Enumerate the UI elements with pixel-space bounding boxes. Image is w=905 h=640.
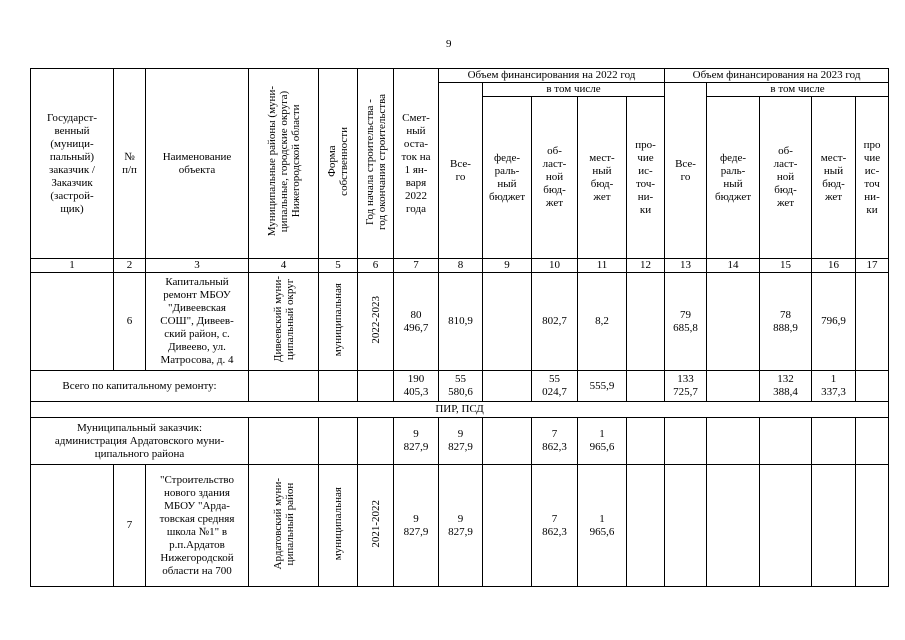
empty-cell (358, 371, 394, 402)
municipal-customer-local-2022: 1 965,6 (578, 418, 627, 465)
empty-cell (760, 418, 812, 465)
col-number: 5 (319, 259, 358, 273)
col-number: 15 (760, 259, 812, 273)
col-number: 8 (439, 259, 483, 273)
row7-customer (31, 465, 114, 587)
col-number: 3 (146, 259, 249, 273)
empty-cell (358, 418, 394, 465)
total-repair-regional-2023: 132 388,4 (760, 371, 812, 402)
col-number: 12 (627, 259, 665, 273)
financing-table (30, 68, 889, 587)
row6-estimate: 80 496,7 (394, 273, 439, 371)
total-repair-estimate: 190 405,3 (394, 371, 439, 402)
col-number: 10 (532, 259, 578, 273)
empty-cell (856, 418, 889, 465)
row6-num: 6 (114, 273, 146, 371)
row7-years (358, 465, 394, 587)
total-repair-total-2022: 55 580,6 (439, 371, 483, 402)
row6-ownership-text: муниципальная (332, 282, 344, 357)
row6-other-2023 (856, 273, 889, 371)
table-row (31, 273, 889, 371)
col-number: 1 (31, 259, 114, 273)
empty-cell (483, 465, 532, 587)
total-repair-label: Всего по капитальному ремонту: (31, 371, 249, 402)
header-years (358, 69, 394, 259)
empty-cell (707, 371, 760, 402)
municipal-customer-estimate: 9 827,9 (394, 418, 439, 465)
header-fin-2023: Объем финансирования на 2023 год (665, 69, 889, 83)
total-repair-total-2023: 133 725,7 (665, 371, 707, 402)
col-number: 11 (578, 259, 627, 273)
empty-cell (249, 371, 319, 402)
row6-years-text: 2022-2023 (369, 295, 382, 344)
row7-years-text: 2021-2022 (369, 499, 382, 548)
header-total-2023: Все- го (665, 83, 707, 259)
header-districts (249, 69, 319, 259)
row6-total-2022: 810,9 (439, 273, 483, 371)
row7-num: 7 (114, 465, 146, 587)
row6-ownership (319, 273, 358, 371)
municipal-customer-total-2022: 9 827,9 (439, 418, 483, 465)
row6-name: Капитальный ремонт МБОУ "Дивеевская СОШ", Дивеев- ский район, с. Дивеево, ул. Матросова, д. 4 (146, 273, 249, 371)
header-total-2022: Все- го (439, 83, 483, 259)
header-fin-2022: Объем финансирования на 2022 год (439, 69, 665, 83)
col-number: 13 (665, 259, 707, 273)
col-number: 6 (358, 259, 394, 273)
row7-district (249, 465, 319, 587)
empty-cell (627, 465, 665, 587)
empty-cell (856, 465, 889, 587)
row6-local-2023: 796,9 (812, 273, 856, 371)
row6-total-2023: 79 685,8 (665, 273, 707, 371)
header-federal-2023: феде- раль- ный бюджет (707, 97, 760, 259)
header-regional-2023: об- ласт- ной бюд- жет (760, 97, 812, 259)
page-number: 9 (446, 38, 452, 50)
empty-cell (319, 418, 358, 465)
empty-cell (812, 418, 856, 465)
row7-ownership-text: муниципальная (332, 486, 344, 561)
row6-federal-2022 (483, 273, 532, 371)
total-repair-row (31, 371, 889, 402)
col-number: 7 (394, 259, 439, 273)
table-row (31, 465, 889, 587)
empty-cell (665, 418, 707, 465)
header-incl-2022: в том числе (483, 83, 665, 97)
col-number: 9 (483, 259, 532, 273)
header-ownership-text: Форма собственности (326, 127, 350, 196)
row6-regional-2022: 802,7 (532, 273, 578, 371)
col-number: 2 (114, 259, 146, 273)
row7-name: "Строительство нового здания МБОУ "Арда- товская средняя школа №1" в р.п.Ардатов Нижегородской области на 700 (146, 465, 249, 587)
row6-federal-2023 (707, 273, 760, 371)
empty-cell (627, 418, 665, 465)
header-local-2022: мест- ный бюд- жет (578, 97, 627, 259)
column-numbers-row (31, 259, 889, 273)
row6-other-2022 (627, 273, 665, 371)
header-years-text: Год начала строительства - год окончания строительства (363, 93, 388, 230)
header-regional-2022: об- ласт- ной бюд- жет (532, 97, 578, 259)
col-number: 16 (812, 259, 856, 273)
empty-cell (812, 465, 856, 587)
empty-cell (249, 418, 319, 465)
municipal-customer-label: Муниципальный заказчик: администрация Ардатовского муни- ципального района (31, 418, 249, 465)
header-name: Наименование объекта (146, 69, 249, 259)
row6-district (249, 273, 319, 371)
section-row (31, 402, 889, 418)
row6-years (358, 273, 394, 371)
empty-cell (483, 371, 532, 402)
row6-local-2022: 8,2 (578, 273, 627, 371)
header-ownership (319, 69, 358, 259)
row7-estimate: 9 827,9 (394, 465, 439, 587)
header-num: № п/п (114, 69, 146, 259)
col-number: 14 (707, 259, 760, 273)
header-customer: Государст- венный (муници- пальный) заказчик / Заказчик (застрой- щик) (31, 69, 114, 259)
row7-district-text: Ардатовский муни- ципальный район (271, 477, 296, 570)
section-title: ПИР, ПСД (31, 402, 889, 418)
total-repair-regional-2022: 55 024,7 (532, 371, 578, 402)
row6-regional-2023: 78 888,9 (760, 273, 812, 371)
header-other-2023: про чие ис- точ ни- ки (856, 97, 889, 259)
total-repair-local-2022: 555,9 (578, 371, 627, 402)
empty-cell (707, 465, 760, 587)
empty-cell (707, 418, 760, 465)
row6-customer (31, 273, 114, 371)
empty-cell (483, 418, 532, 465)
header-districts-text: Муниципальные районы (муни- ципальные, городские округа) Нижегородской области (265, 86, 302, 237)
empty-cell (760, 465, 812, 587)
header-other-2022: про- чие ис- точ- ни- ки (627, 97, 665, 259)
header-local-2023: мест- ный бюд- жет (812, 97, 856, 259)
row6-district-text: Дивеевский муни- ципальный округ (271, 276, 296, 363)
header-federal-2022: феде- раль- ный бюджет (483, 97, 532, 259)
row7-total-2022: 9 827,9 (439, 465, 483, 587)
municipal-customer-regional-2022: 7 862,3 (532, 418, 578, 465)
empty-cell (665, 465, 707, 587)
header-incl-2023: в том числе (707, 83, 889, 97)
row7-regional-2022: 7 862,3 (532, 465, 578, 587)
row7-ownership (319, 465, 358, 587)
municipal-customer-row (31, 418, 889, 465)
col-number: 4 (249, 259, 319, 273)
empty-cell (627, 371, 665, 402)
total-repair-local-2023: 1 337,3 (812, 371, 856, 402)
empty-cell (856, 371, 889, 402)
row7-local-2022: 1 965,6 (578, 465, 627, 587)
header-estimate: Смет- ный оста- ток на 1 ян- варя 2022 года (394, 69, 439, 259)
empty-cell (319, 371, 358, 402)
col-number: 17 (856, 259, 889, 273)
